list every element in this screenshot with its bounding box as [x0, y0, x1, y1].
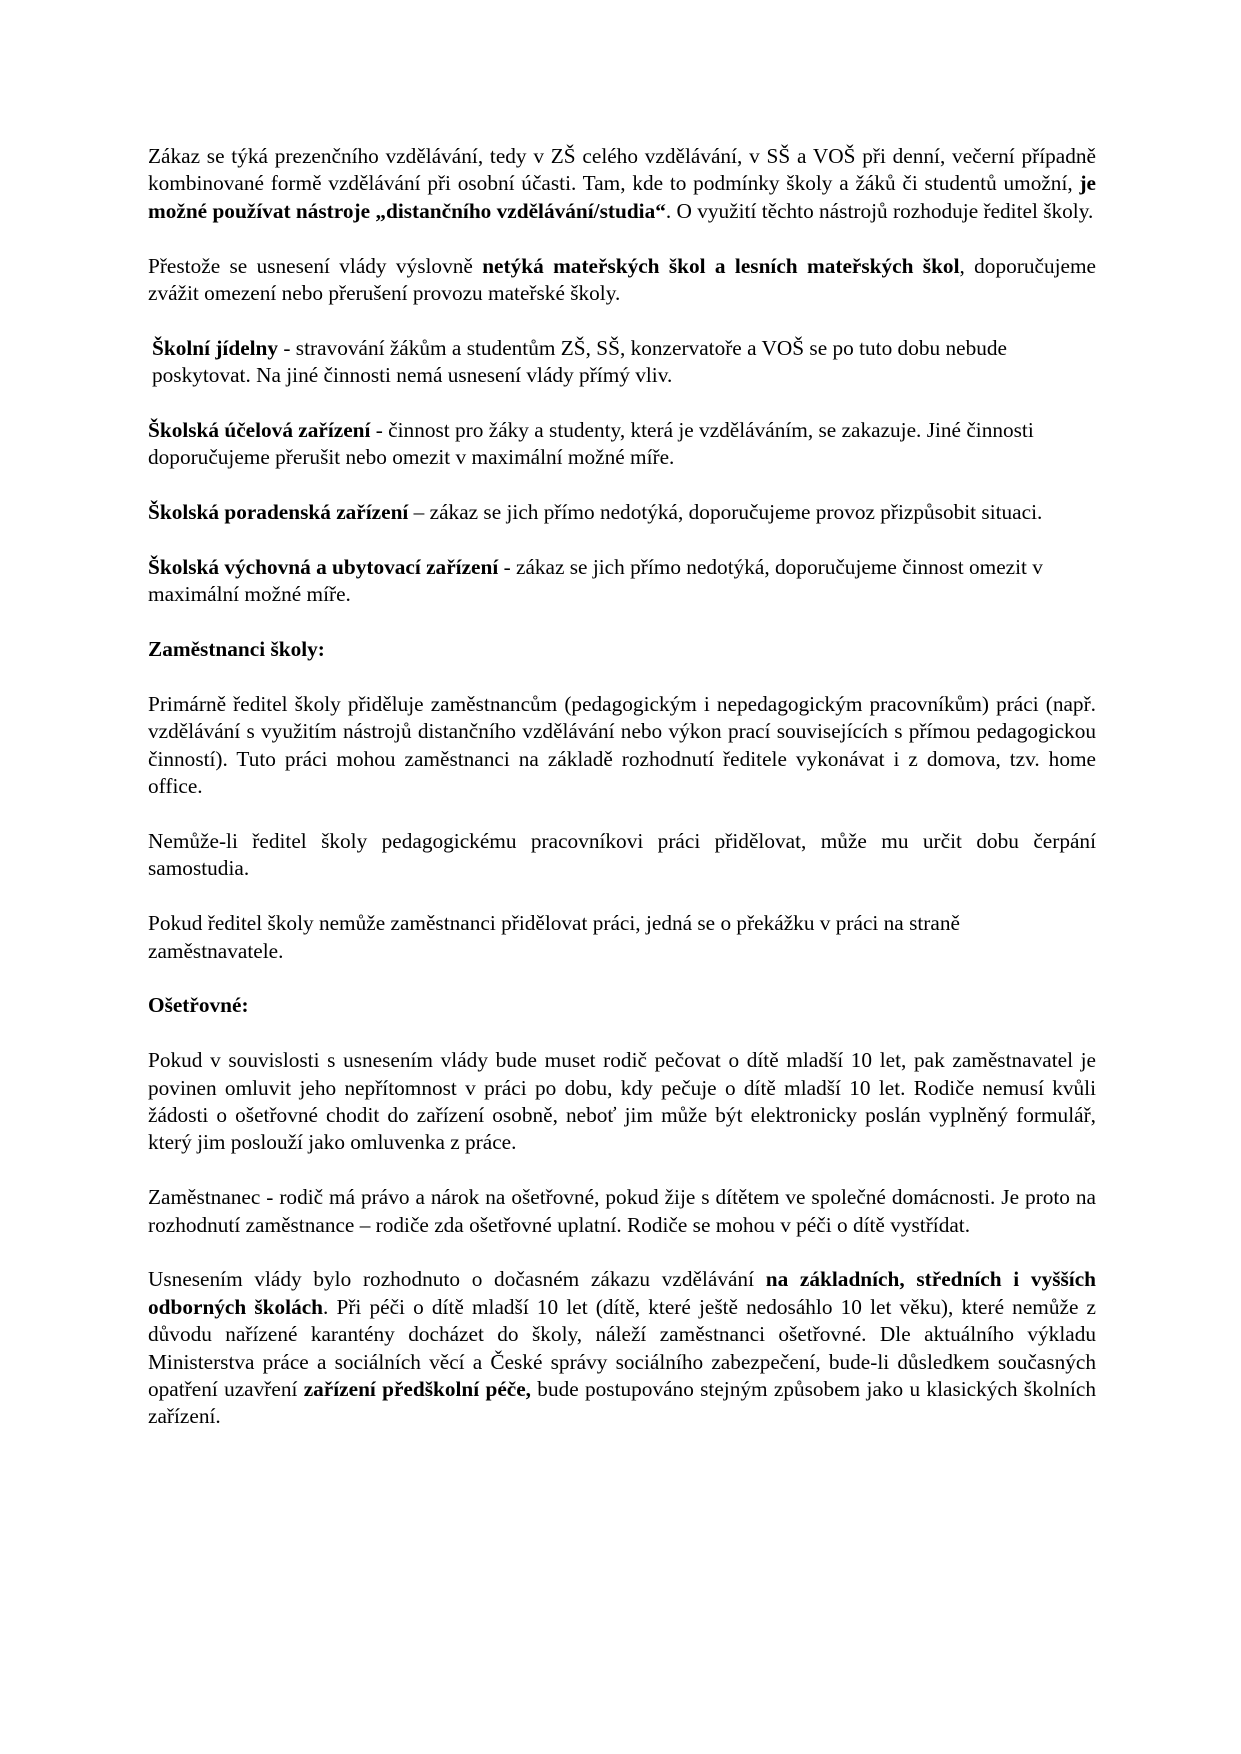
text-segment: Usnesením vlády bylo rozhodnuto o dočasném zákazu vzdělávání [148, 1267, 766, 1292]
bold-text-segment: Školská výchovná a ubytovací zařízení [148, 555, 499, 580]
paragraph-skolni-jidelny [148, 335, 1096, 390]
bold-text-segment: Školská účelová zařízení [148, 418, 371, 443]
bold-text-segment: netýká mateřských škol a lesních mateřských škol [482, 253, 960, 278]
text-segment: . Při péči o dítě mladší 10 let (dítě, které ještě nedosáhlo 10 let věku), které nemůže z důvodu nařízené karantény docházet do školy, náleží zaměstnanci ošetřovné. Dle aktuálního výkladu Ministerstva práce a sociálních věcí a České správy sociálního zabezpečení, bude-li důsledkem současných opatření uzavření [148, 1294, 1096, 1402]
paragraph-prideleni-prace: Primárně ředitel školy přiděluje zaměstnancům (pedagogickým i nepedagogickým pracovníkům) práci (např. vzdělávání s využitím nástrojů distančního vzdělávání nebo výkon prací souvisejících s přímou pedagogickou činností). Tuto práci mohou zaměstnanci na základě rozhodnutí ředitele vykonávat i z domova, tzv. home office. [148, 692, 1096, 799]
bold-text-segment: je možné používat nástroje „distančního vzdělávání/studia“ [148, 171, 1096, 223]
paragraph-prezencni-vzdelavani [148, 143, 1096, 225]
paragraph-omluva-nepritomnosti: Pokud v souvislosti s usnesením vlády bude muset rodič pečovat o dítě mladší 10 let, pak zaměstnavatel je povinen omluvit jeho nepřítomnost v práci po dobu, kdy pečuje o dítě mladší 10 let. Rodiče nemusí kvůli žádosti o ošetřovné chodit do zařízení osobně, neboť jim může být elektronicky poslán vyplněný formulář, který jim poslouží jako omluvenka z práce. [148, 1048, 1096, 1155]
text-segment: , doporučujeme zvážit omezení nebo přerušení provozu mateřské školy. [148, 253, 1096, 306]
document-page [148, 143, 1096, 1458]
bold-text-segment: Školní jídelny [152, 335, 279, 360]
text-segment: - činnost pro žáky a studenty, která je vzděláváním, se zakazuje. Jiné činnosti doporučujeme přerušit nebo omezit v maximální možné míře. [148, 418, 1034, 470]
bold-text-segment: Školská poradenská zařízení [148, 500, 409, 525]
paragraph-samostudium: Nemůže-li ředitel školy pedagogickému pracovníkovi práci přidělovat, může mu určit dobu čerpání samostudia. [148, 829, 1096, 881]
paragraph-zakaz-vzdelavani [148, 1266, 1096, 1430]
text-segment: - zákaz se jich přímo nedotýká, doporučujeme činnost omezit v maximální možné míře. [148, 555, 1043, 607]
section-heading-osetrovne: Ošetřovné: [148, 993, 249, 1018]
text-segment: bude postupováno stejným způsobem jako u klasických školních zařízení. [148, 1377, 1096, 1429]
bold-text-segment: zařízení předškolní péče, [303, 1377, 531, 1402]
paragraph-skolska-ucelova-zarizeni [148, 417, 1096, 472]
paragraph-skolska-poradenska-zarizeni [148, 499, 1096, 526]
section-heading-zamestnanci: Zaměstnanci školy: [148, 637, 325, 662]
text-segment: Přestože se usnesení vlády výslovně [148, 253, 483, 278]
paragraph-narok-na-osetrovne: Zaměstnanec - rodič má právo a nárok na ošetřovné, pokud žije s dítětem ve společné domácnosti. Je proto na rozhodnutí zaměstnance – rodiče zda ošetřovné uplatní. Rodiče se mohou v péči o dítě vystřídat. [148, 1185, 1096, 1237]
paragraph-skolska-vychovna-zarizeni [148, 554, 1096, 609]
text-segment: Zákaz se týká prezenčního vzdělávání, tedy v ZŠ celého vzdělávání, v SŠ a VOŠ při denní, večerní případně kombinované formě vzdělávání při osobní účasti. Tam, kde to podmínky školy a žáků či studentů umožní, [148, 144, 1096, 196]
text-segment: – zákaz se jich přímo nedotýká, doporučujeme provoz přizpůsobit situaci. [408, 500, 1043, 525]
text-segment: - stravování žákům a studentům ZŠ, SŠ, konzervatoře a VOŠ se po tuto dobu nebude poskytovat. Na jiné činnosti nemá usnesení vlády přímý vliv. [152, 335, 1007, 388]
paragraph-prekazka-v-praci: Pokud ředitel školy nemůže zaměstnanci přidělovat práci, jedná se o překážku v práci na straně zaměstnavatele. [148, 911, 960, 963]
text-segment: . O využití těchto nástrojů rozhoduje ředitel školy. [665, 198, 1094, 223]
paragraph-materske-skoly [148, 253, 1096, 308]
bold-text-segment: na základních, středních i vyšších odborných školách [148, 1267, 1097, 1319]
